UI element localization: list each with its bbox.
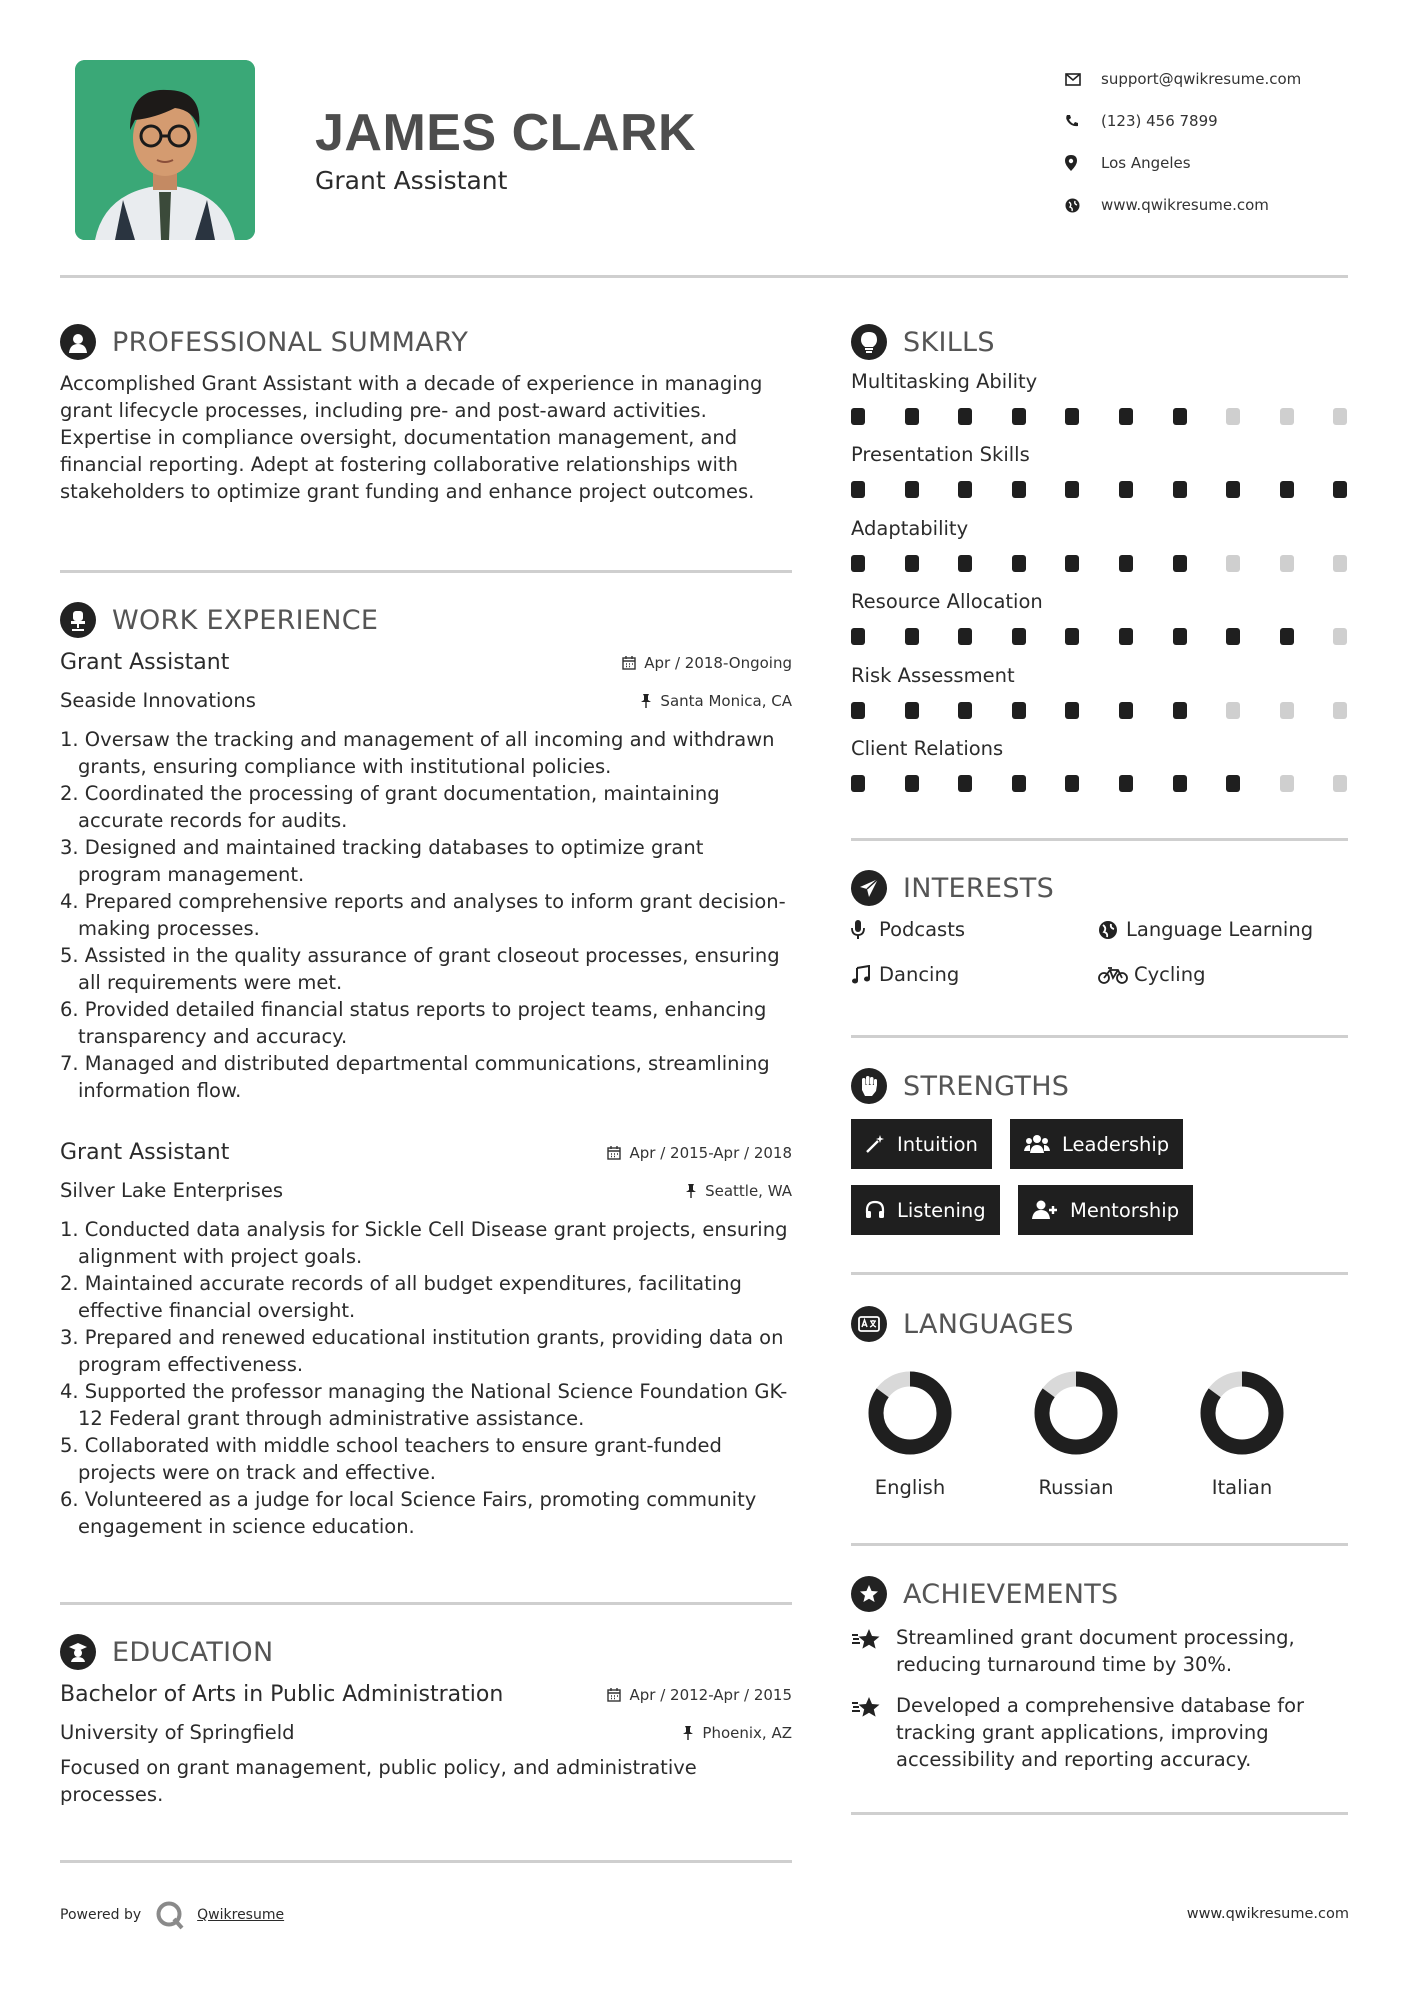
contact-email-text: support@qwikresume.com	[1101, 70, 1302, 88]
skill-rating-dot	[1119, 481, 1133, 498]
skill-rating	[851, 481, 1351, 501]
footer-branding	[60, 1900, 284, 1930]
job-date: Apr / 2018-Ongoing	[622, 654, 792, 672]
skill-item	[851, 590, 1351, 648]
skill-rating-dot	[1173, 628, 1187, 645]
calendar-icon	[607, 1146, 621, 1160]
list-item: 1. Oversaw the tracking and management of all incoming and withdrawn grants, ensuring compliance with institutional policies.	[60, 728, 775, 778]
list-item: 5. Assisted in the quality assurance of grant closeout processes, ensuring all requirements were met.	[60, 944, 780, 994]
skill-rating-dot	[905, 775, 919, 792]
skill-rating-dot	[1065, 628, 1079, 645]
interest-dancing: Dancing	[851, 963, 959, 986]
skill-rating-dot	[1333, 555, 1347, 572]
achievement-item-2: Developed a comprehensive database for tracking grant applications, improving accessibility and reporting accuracy.	[851, 1692, 1351, 1773]
skill-rating	[851, 702, 1351, 722]
skill-rating-dot	[958, 628, 972, 645]
star-icon	[851, 1624, 896, 1678]
skills-title: SKILLS	[903, 326, 995, 358]
list-item: 6. Volunteered as a judge for local Science Fairs, promoting community engagement in science education.	[60, 1488, 757, 1538]
interests-divider	[851, 1035, 1348, 1038]
list-item: 3. Designed and maintained tracking databases to optimize grant program management.	[60, 836, 704, 886]
footer-website-link[interactable]: www.qwikresume.com	[1186, 1906, 1349, 1922]
skill-rating-dot	[1333, 481, 1347, 498]
job-company: Seaside Innovations	[60, 689, 256, 712]
skill-rating-dot	[1280, 628, 1294, 645]
list-item: 4. Supported the professor managing the National Science Foundation GK-12 Federal grant through administrative assistance.	[60, 1380, 788, 1430]
avatar-illustration	[75, 60, 255, 240]
headphones-icon	[865, 1200, 885, 1220]
skill-name: Risk Assessment	[851, 663, 1015, 687]
skill-rating-dot	[905, 555, 919, 572]
calendar-icon	[607, 1688, 621, 1702]
contact-list	[1065, 58, 1365, 226]
contact-location	[1065, 142, 1365, 184]
skill-rating-dot	[905, 408, 919, 425]
education-title: EDUCATION	[112, 1636, 274, 1668]
skill-item	[851, 517, 1351, 575]
job-title: Grant Assistant	[60, 650, 230, 675]
graduate-icon	[60, 1634, 96, 1670]
summary-divider	[60, 570, 792, 573]
strength-tag-mentorship: Mentorship	[1018, 1185, 1193, 1235]
microphone-icon	[851, 920, 879, 940]
skill-item	[851, 370, 1351, 428]
skill-rating-dot	[1173, 408, 1187, 425]
skill-rating-dot	[851, 555, 865, 572]
education-date: Apr / 2012-Apr / 2015	[607, 1686, 792, 1704]
interest-language-learning: Language Learning	[1098, 918, 1313, 941]
user-plus-icon	[1032, 1200, 1058, 1220]
skill-rating-dot	[1173, 555, 1187, 572]
interest-cycling: Cycling	[1098, 963, 1205, 986]
skill-item	[851, 737, 1351, 795]
interest-podcasts: Podcasts	[851, 918, 965, 941]
envelope-icon	[1065, 73, 1101, 86]
skill-rating-dot	[1012, 408, 1026, 425]
powered-by-text: Powered by	[60, 1907, 142, 1923]
strengths-heading	[851, 1068, 1069, 1104]
skill-rating-dot	[1012, 628, 1026, 645]
skills-heading	[851, 324, 995, 360]
strength-tag-listening: Listening	[851, 1185, 1000, 1235]
job-bullets	[60, 726, 792, 1104]
skill-rating-dot	[1119, 775, 1133, 792]
achievements-divider	[851, 1812, 1348, 1815]
star-badge-icon	[851, 1576, 887, 1612]
language-label: English	[874, 1476, 946, 1499]
skill-rating-dot	[1173, 775, 1187, 792]
languages-divider	[851, 1543, 1348, 1546]
skill-rating-dot	[1065, 555, 1079, 572]
map-pin-icon	[1065, 155, 1101, 171]
qwikresume-link[interactable]: Qwikresume	[197, 1907, 285, 1923]
language-proficiency-ring	[1031, 1368, 1121, 1458]
skill-rating-dot	[1173, 702, 1187, 719]
language-proficiency-ring	[865, 1368, 955, 1458]
job-bullets	[60, 1216, 792, 1540]
skill-rating-dot	[1333, 702, 1347, 719]
skill-rating-dot	[1173, 481, 1187, 498]
summary-heading	[60, 324, 468, 360]
list-item: 7. Managed and distributed departmental communications, streamlining information flow.	[60, 1052, 770, 1102]
skill-rating-dot	[1065, 702, 1079, 719]
school-name: University of Springfield	[60, 1721, 295, 1744]
skill-rating-dot	[1280, 481, 1294, 498]
list-item: 5. Collaborated with middle school teachers to ensure grant-funded projects were on track and effective.	[60, 1434, 722, 1484]
skill-rating-dot	[1226, 775, 1240, 792]
skill-rating-dot	[1065, 481, 1079, 498]
list-item: 2. Maintained accurate records of all budget expenditures, facilitating effective financial oversight.	[60, 1272, 742, 1322]
skill-rating-dot	[1333, 628, 1347, 645]
skill-rating-dot	[1226, 481, 1240, 498]
experience-heading	[60, 602, 378, 638]
experience-divider	[60, 1602, 792, 1605]
skill-rating-dot	[1119, 702, 1133, 719]
education-description: Focused on grant management, public policy, and administrative processes.	[60, 1756, 697, 1806]
list-item: 1. Conducted data analysis for Sickle Cell Disease grant projects, ensuring alignment with project goals.	[60, 1218, 788, 1268]
contact-location-text: Los Angeles	[1101, 154, 1191, 172]
summary-title: PROFESSIONAL SUMMARY	[112, 326, 469, 358]
qwikresume-logo-icon	[155, 1900, 185, 1930]
skill-rating-dot	[958, 408, 972, 425]
education-divider	[60, 1860, 792, 1863]
skill-rating-dot	[958, 481, 972, 498]
skill-rating-dot	[1280, 775, 1294, 792]
calendar-icon	[622, 656, 636, 670]
header-divider	[60, 275, 1348, 278]
skill-rating-dot	[1065, 775, 1079, 792]
skill-rating-dot	[958, 775, 972, 792]
profile-photo	[75, 60, 255, 240]
skill-rating-dot	[1280, 408, 1294, 425]
pushpin-icon	[685, 1184, 697, 1198]
skill-rating	[851, 775, 1351, 795]
skill-rating	[851, 628, 1351, 648]
office-chair-icon	[60, 602, 96, 638]
education-location: Phoenix, AZ	[682, 1724, 792, 1742]
job-entry-1	[60, 650, 792, 1104]
list-item: 2. Coordinated the processing of grant documentation, maintaining accurate records for audits.	[60, 782, 720, 832]
pushpin-icon	[682, 1726, 694, 1740]
skill-name: Presentation Skills	[851, 443, 1030, 467]
music-note-icon	[851, 965, 879, 985]
skill-rating-dot	[851, 702, 865, 719]
skill-rating-dot	[1119, 628, 1133, 645]
skills-divider	[851, 838, 1348, 841]
star-icon	[851, 1692, 896, 1773]
list-item: 3. Prepared and renewed educational institution grants, providing data on program effectiveness.	[60, 1326, 784, 1376]
list-item: 4. Prepared comprehensive reports and analyses to inform grant decision-making processes.	[60, 890, 786, 940]
user-circle-icon	[60, 324, 96, 360]
skill-rating-dot	[851, 628, 865, 645]
skill-rating-dot	[1226, 702, 1240, 719]
job-location: Santa Monica, CA	[640, 692, 792, 710]
interests-title: INTERESTS	[903, 872, 1055, 904]
skill-rating-dot	[1333, 775, 1347, 792]
skill-rating-dot	[1012, 555, 1026, 572]
skill-name: Resource Allocation	[851, 590, 1043, 614]
skill-name: Multitasking Ability	[851, 370, 1038, 393]
contact-website-text: www.qwikresume.com	[1101, 196, 1269, 214]
candidate-role: Grant Assistant	[315, 166, 508, 195]
globe-icon	[1065, 198, 1101, 213]
strengths-title: STRENGTHS	[903, 1070, 1070, 1102]
language-label: Italian	[1211, 1476, 1273, 1499]
degree-title: Bachelor of Arts in Public Administration	[60, 1682, 504, 1707]
magic-wand-icon	[865, 1134, 885, 1154]
experience-title: WORK EXPERIENCE	[112, 604, 379, 636]
pushpin-icon	[640, 694, 652, 708]
job-location: Seattle, WA	[685, 1182, 792, 1200]
skill-rating-dot	[1226, 555, 1240, 572]
paper-plane-icon	[851, 870, 887, 906]
achievements-heading	[851, 1576, 1119, 1612]
skill-rating-dot	[851, 481, 865, 498]
lightbulb-icon	[851, 324, 887, 360]
interests-heading	[851, 870, 1054, 906]
language-icon	[851, 1306, 887, 1342]
skill-rating-dot	[1012, 481, 1026, 498]
skill-rating-dot	[958, 555, 972, 572]
languages-heading	[851, 1306, 1074, 1342]
skill-name: Client Relations	[851, 737, 1004, 760]
contact-phone[interactable]	[1065, 100, 1365, 142]
skill-rating-dot	[1065, 408, 1079, 425]
skill-rating-dot	[1333, 408, 1347, 425]
skill-rating-dot	[958, 702, 972, 719]
skill-rating-dot	[1226, 628, 1240, 645]
strength-tag-intuition: Intuition	[851, 1119, 992, 1169]
skill-name: Adaptability	[851, 516, 969, 540]
skill-rating	[851, 408, 1351, 428]
fist-icon	[851, 1068, 887, 1104]
skill-rating-dot	[1012, 702, 1026, 719]
skill-rating-dot	[1280, 555, 1294, 572]
language-proficiency-ring	[1197, 1368, 1287, 1458]
language-item	[1192, 1368, 1292, 1499]
users-icon	[1024, 1134, 1050, 1154]
skill-rating	[851, 555, 1351, 575]
languages-title: LANGUAGES	[903, 1308, 1074, 1340]
skill-rating-dot	[905, 481, 919, 498]
strength-tag-leadership: Leadership	[1010, 1119, 1183, 1169]
education-heading	[60, 1634, 273, 1670]
skill-rating-dot	[851, 408, 865, 425]
skill-rating-dot	[1119, 408, 1133, 425]
skill-rating-dot	[905, 628, 919, 645]
summary-text: Accomplished Grant Assistant with a decade of experience in managing grant lifecycle processes, including pre- and post-award activities. Expertise in compliance oversight, documentation management, and financial reporting. Adept at fostering collaborative relationships with stakeholders to optimize grant funding and enhance project outcomes.	[60, 372, 763, 503]
job-company: Silver Lake Enterprises	[60, 1179, 284, 1202]
candidate-name: JAMES CLARK	[315, 104, 697, 162]
skill-rating-dot	[1012, 775, 1026, 792]
achievement-item-1: Streamlined grant document processing, reducing turnaround time by 30%.	[851, 1624, 1351, 1678]
skill-item	[851, 443, 1351, 501]
job-entry-2	[60, 1140, 792, 1540]
language-item	[860, 1368, 960, 1499]
skill-rating-dot	[1226, 408, 1240, 425]
skill-rating-dot	[1280, 702, 1294, 719]
contact-website[interactable]	[1065, 184, 1365, 226]
job-title: Grant Assistant	[60, 1140, 230, 1165]
skill-rating-dot	[905, 702, 919, 719]
skill-item	[851, 664, 1351, 722]
achievements-title: ACHIEVEMENTS	[903, 1578, 1119, 1610]
bicycle-icon	[1098, 966, 1134, 984]
language-label: Russian	[1038, 1476, 1114, 1499]
list-item: 6. Provided detailed financial status reports to project teams, enhancing transparency and accuracy.	[60, 998, 767, 1048]
contact-email[interactable]	[1065, 58, 1365, 100]
education-entry	[60, 1682, 792, 1808]
language-item	[1026, 1368, 1126, 1499]
strengths-divider	[851, 1272, 1348, 1275]
skill-rating-dot	[1119, 555, 1133, 572]
job-date: Apr / 2015-Apr / 2018	[607, 1144, 792, 1162]
skill-rating-dot	[851, 775, 865, 792]
globe-icon	[1098, 920, 1126, 940]
phone-icon	[1065, 114, 1101, 128]
contact-phone-text: (123) 456 7899	[1101, 112, 1218, 130]
